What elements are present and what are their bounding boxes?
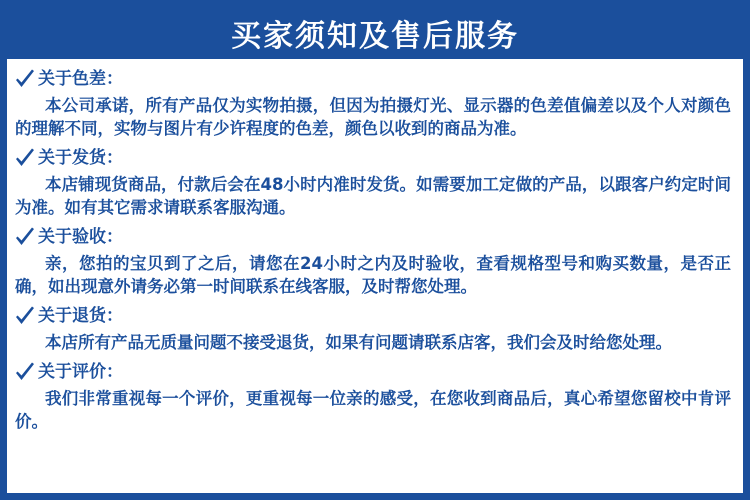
check-mark-icon	[15, 227, 35, 249]
section-title: 关于色差：	[38, 69, 123, 89]
section-header	[15, 69, 735, 91]
section-reviews	[15, 362, 735, 433]
section-body: 本店所有产品无质量问题不接受退货，如果有问题请联系店客，我们会及时给您处理。	[45, 333, 672, 352]
check-mark-icon	[15, 306, 35, 328]
section-body: 亲，您拍的宝贝到了之后，请您在24小时之内及时验收，查看规格型号和购买数量，是否正确，如出现意外请务必第一时间联系在线客服，及时帮您处理。	[15, 254, 731, 296]
section-body: 我们非常重视每一个评价，更重视每一位亲的感受，在您收到商品后，真心希望您留校中肯评价。	[15, 389, 731, 431]
section-header	[15, 362, 735, 384]
section-color-difference	[15, 69, 735, 140]
page-title: 买家须知及售后服务	[231, 19, 519, 54]
page-title-bar	[7, 7, 743, 59]
section-header	[15, 148, 735, 170]
check-mark-icon	[15, 69, 35, 91]
section-acceptance	[15, 227, 735, 298]
section-title: 关于退货：	[38, 306, 123, 326]
section-shipping	[15, 148, 735, 219]
check-mark-icon	[15, 362, 35, 384]
notice-sections	[7, 59, 743, 433]
section-body: 本公司承诺，所有产品仅为实物拍摄，但因为拍摄灯光、显示器的色差值偏差以及个人对颜色的理解不同，实物与图片有少许程度的色差，颜色以收到的商品为准。	[15, 96, 731, 138]
section-title: 关于评价：	[38, 362, 123, 382]
section-header	[15, 227, 735, 249]
section-title: 关于发货：	[38, 148, 123, 168]
section-body: 本店铺现货商品，付款后会在48小时内准时发货。如需要加工定做的产品，以跟客户约定时间为准。如有其它需求请联系客服沟通。	[15, 175, 731, 217]
check-mark-icon	[15, 148, 35, 170]
section-returns	[15, 306, 735, 354]
section-title: 关于验收：	[38, 227, 123, 247]
section-header	[15, 306, 735, 328]
